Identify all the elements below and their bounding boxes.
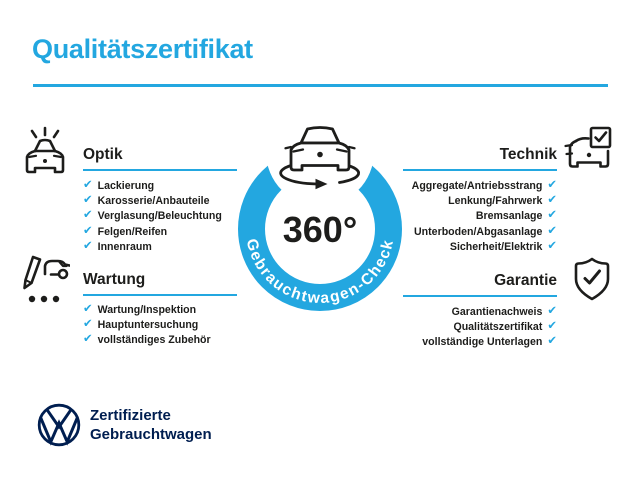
- ring-label: Gebrauchtwagen-Check: [242, 237, 398, 308]
- check-icon: ✔: [83, 224, 93, 237]
- footer-line1: Zertifizierte: [90, 407, 171, 424]
- footer-line2: Gebrauchtwagen: [90, 426, 212, 443]
- item-label: Lenkung/Fahrwerk: [448, 194, 543, 207]
- list-item: [83, 302, 211, 317]
- page-title: Qualitätszertifikat: [32, 34, 253, 64]
- item-label: Wartung/Inspektion: [97, 303, 197, 316]
- list-item: [83, 317, 211, 332]
- section-underline-optik: [83, 169, 237, 171]
- check-icon: ✔: [547, 209, 557, 222]
- check-icon: ✔: [83, 302, 93, 315]
- vw-logo-icon: [36, 402, 82, 448]
- section-title-technik: Technik: [499, 146, 557, 163]
- section-title-wartung: Wartung: [83, 271, 146, 288]
- title-divider: [33, 84, 608, 87]
- item-label: Lackierung: [97, 179, 155, 192]
- item-label: vollständiges Zubehör: [97, 334, 211, 347]
- check-icon: ✔: [83, 194, 93, 207]
- list-item: [422, 335, 557, 350]
- section-title-optik: Optik: [83, 146, 123, 163]
- list-item: [422, 319, 557, 334]
- list-item: [83, 333, 211, 348]
- check-icon: ✔: [547, 304, 557, 317]
- list-item: [422, 304, 557, 319]
- section-title-garantie: Garantie: [494, 272, 557, 289]
- item-label: Bremsanlage: [475, 210, 543, 223]
- list-item: [83, 193, 222, 208]
- center-value: 360°: [282, 209, 358, 250]
- check-icon: ✔: [547, 240, 557, 253]
- footer-brand-text: [90, 406, 212, 444]
- check-icon: ✔: [547, 194, 557, 207]
- service-checklist-icon: [20, 252, 70, 310]
- section-underline-wartung: [83, 294, 237, 296]
- item-label: Aggregate/Antriebsstrang: [411, 179, 543, 192]
- section-underline-technik: [403, 169, 557, 171]
- item-label: Hauptuntersuchung: [97, 318, 199, 331]
- item-label: Innenraum: [97, 240, 152, 253]
- list-item: [83, 239, 222, 254]
- item-label: vollständige Unterlagen: [422, 336, 543, 349]
- list-item: [412, 239, 557, 254]
- check-icon: ✔: [83, 240, 93, 253]
- item-label: Unterboden/Abgasanlage: [414, 225, 543, 238]
- wartung-checklist: [83, 302, 211, 348]
- item-label: Felgen/Reifen: [97, 225, 168, 238]
- optik-checklist: [83, 178, 222, 254]
- item-label: Verglasung/Beleuchtung: [97, 210, 222, 223]
- list-item: [83, 224, 222, 239]
- check-icon: ✔: [83, 209, 93, 222]
- check-icon: ✔: [547, 335, 557, 348]
- list-item: [412, 209, 557, 224]
- car-shine-icon: [22, 124, 68, 180]
- garantie-checklist: [422, 304, 557, 350]
- check-icon: ✔: [547, 224, 557, 237]
- item-label: Sicherheit/Elektrik: [449, 240, 543, 253]
- item-label: Qualitätszertifikat: [453, 320, 543, 333]
- item-label: Garantienachweis: [451, 305, 543, 318]
- check-icon: ✔: [547, 320, 557, 333]
- check-icon: ✔: [83, 178, 93, 191]
- check-icon: ✔: [83, 333, 93, 346]
- list-item: [83, 209, 222, 224]
- check-icon: ✔: [83, 318, 93, 331]
- list-item: [412, 193, 557, 208]
- list-item: [83, 178, 222, 193]
- car-checkbox-icon: [564, 124, 614, 176]
- 360-check-badge: [230, 116, 410, 316]
- section-underline-garantie: [403, 295, 557, 297]
- list-item: [412, 224, 557, 239]
- shield-check-icon: [572, 256, 612, 306]
- list-item: [412, 178, 557, 193]
- item-label: Karosserie/Anbauteile: [97, 194, 210, 207]
- technik-checklist: [412, 178, 557, 254]
- check-icon: ✔: [547, 178, 557, 191]
